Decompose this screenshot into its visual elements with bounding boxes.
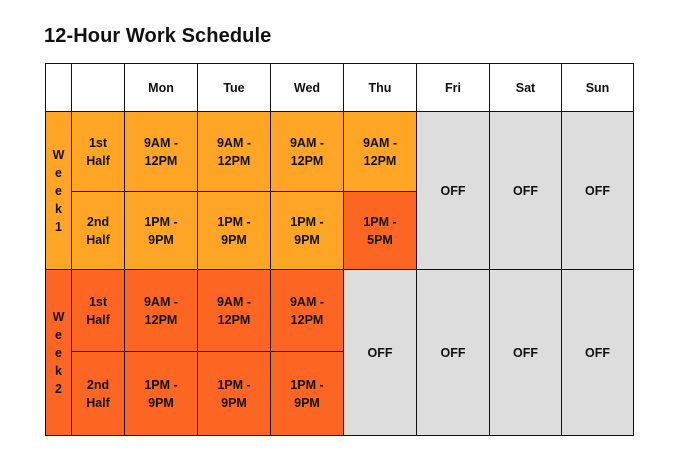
shift-cell: 1PM - 9PM bbox=[198, 192, 271, 270]
shift-cell: 1PM - 9PM bbox=[125, 192, 198, 270]
week1-first-half-row bbox=[46, 112, 634, 192]
shift-cell: 9AM - 12PM bbox=[271, 270, 344, 352]
corner-cell bbox=[46, 64, 72, 112]
day-header-mon: Mon bbox=[125, 64, 198, 112]
half-label: 2nd Half bbox=[72, 352, 125, 436]
day-header-tue: Tue bbox=[198, 64, 271, 112]
week2-first-half-row bbox=[46, 270, 634, 352]
shift-cell: 9AM - 12PM bbox=[125, 270, 198, 352]
shift-cell: 1PM - 9PM bbox=[125, 352, 198, 436]
off-cell: OFF bbox=[490, 270, 562, 436]
day-header-wed: Wed bbox=[271, 64, 344, 112]
off-cell: OFF bbox=[490, 112, 562, 270]
shift-cell: 9AM - 12PM bbox=[344, 112, 417, 192]
shift-cell: 9AM - 12PM bbox=[198, 270, 271, 352]
half-label: 1st Half bbox=[72, 112, 125, 192]
shift-cell: 1PM - 9PM bbox=[198, 352, 271, 436]
shift-cell: 1PM - 9PM bbox=[271, 192, 344, 270]
shift-cell: 1PM - 9PM bbox=[271, 352, 344, 436]
off-cell: OFF bbox=[344, 270, 417, 436]
day-header-thu: Thu bbox=[344, 64, 417, 112]
day-header-sun: Sun bbox=[562, 64, 634, 112]
shift-cell: 9AM - 12PM bbox=[198, 112, 271, 192]
day-header-sat: Sat bbox=[490, 64, 562, 112]
half-label: 1st Half bbox=[72, 270, 125, 352]
off-cell: OFF bbox=[562, 270, 634, 436]
off-cell: OFF bbox=[417, 270, 490, 436]
week1-label: W e e k 1 bbox=[46, 112, 72, 270]
schedule-table bbox=[45, 63, 634, 436]
shift-cell: 1PM - 5PM bbox=[344, 192, 417, 270]
off-cell: OFF bbox=[562, 112, 634, 270]
off-cell: OFF bbox=[417, 112, 490, 270]
day-header-fri: Fri bbox=[417, 64, 490, 112]
shift-cell: 9AM - 12PM bbox=[271, 112, 344, 192]
shift-cell: 9AM - 12PM bbox=[125, 112, 198, 192]
week2-label: W e e k 2 bbox=[46, 270, 72, 436]
half-label: 2nd Half bbox=[72, 192, 125, 270]
header-row bbox=[46, 64, 634, 112]
page-title: 12-Hour Work Schedule bbox=[44, 25, 272, 47]
corner-cell bbox=[72, 64, 125, 112]
